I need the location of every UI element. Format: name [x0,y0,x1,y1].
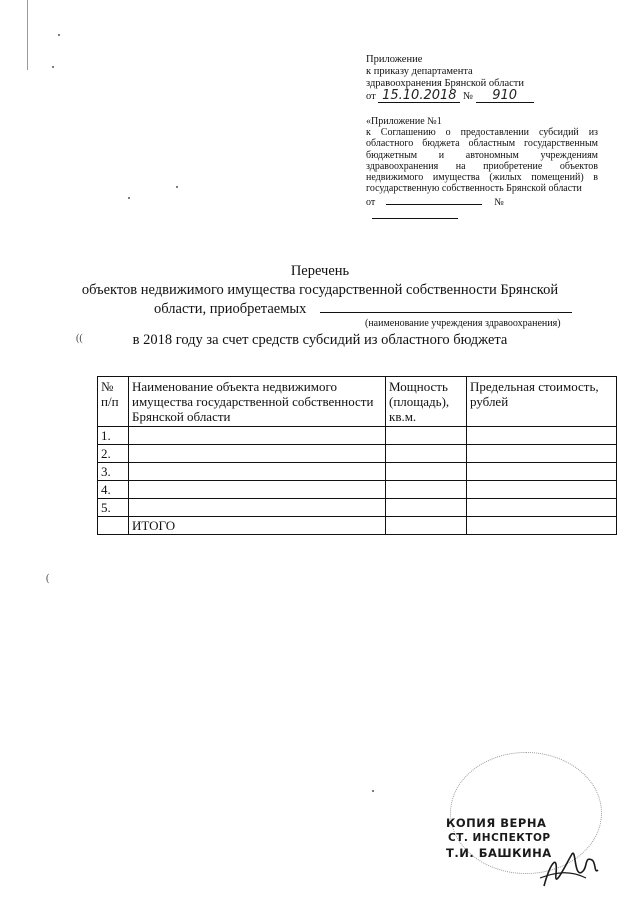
column-header-max-cost: Предельная стоимость, рублей [467,377,617,427]
scan-speck [58,34,60,36]
table-cell [129,463,386,481]
scan-edge-line [27,0,28,70]
date-prefix: от [366,91,376,102]
table-header-row [98,377,617,427]
date-prefix: от [366,197,376,209]
title-line-with-blank [154,300,572,318]
row-number: 5. [98,499,129,517]
attachment-line: Приложение [366,54,423,65]
table-cell [129,499,386,517]
date-blank-line [386,195,482,205]
total-label: ИТОГО [129,517,386,535]
number-blank-line [372,209,458,219]
order-number-handwritten: 910 [476,90,534,103]
agreement-line: здравоохранения на приобретение объектов [366,160,598,172]
scan-bracket-mark: (( [76,333,83,344]
order-date-handwritten: 15.10.2018 [378,90,460,103]
property-list-table [97,376,617,535]
table-cell [386,445,467,463]
table-cell [386,481,467,499]
table-cell [467,517,617,535]
title-line: объектов недвижимого имущества государственной собственности Брянской [81,282,559,298]
table-cell [386,517,467,535]
table-total-row [98,517,617,535]
table-cell [386,463,467,481]
scan-speck [372,790,374,792]
agreement-line: к Соглашению о предоставлении субсидий из [366,127,598,139]
table-row [98,481,617,499]
agreement-attachment-block [366,116,598,222]
table-cell [129,427,386,445]
stamp-line: КОПИЯ ВЕРНА [446,816,547,830]
table-cell [467,445,617,463]
table-cell [467,463,617,481]
institution-blank-line [320,300,572,313]
number-prefix: № [494,197,504,209]
stamp-line: СТ. ИНСПЕКТОР [448,832,551,844]
institution-caption: (наименование учреждения здравоохранения) [365,318,561,329]
scan-speck [52,66,54,68]
table-row [98,499,617,517]
column-header-capacity: Мощность (площадь), кв.м. [386,377,467,427]
table-cell [467,499,617,517]
number-prefix: № [462,91,473,102]
agreement-line: «Приложение №1 [366,116,442,127]
stamp-line: Т.И. БАШКИНА [446,846,552,860]
table-row [98,445,617,463]
row-number: 3. [98,463,129,481]
table-cell [386,499,467,517]
table-cell [467,427,617,445]
table-cell [467,481,617,499]
table-row [98,463,617,481]
agreement-date-row [366,195,598,221]
column-header-object-name: Наименование объекта недвижимого имущества государственной собственности Брянской области [129,377,386,427]
row-number: 4. [98,481,129,499]
row-number: 1. [98,427,129,445]
document-title: Перечень [290,263,350,279]
agreement-line: областного бюджета областным государственным [366,138,598,150]
agreement-line: недвижимого имущества (жилых помещений) в [366,172,598,184]
table-cell [129,481,386,499]
table-row [98,427,617,445]
title-line: области, приобретаемых [154,301,307,317]
scan-bracket-mark: ( [46,573,50,584]
attachment-line: здравоохранения Брянской области [366,78,525,89]
attachment-block [366,54,534,103]
scan-speck [176,186,178,188]
row-number: 2. [98,445,129,463]
agreement-line: бюджетным и автономным учреждениям [366,149,598,161]
attachment-date-row [366,90,534,103]
attachment-line: к приказу департамента [366,66,473,77]
table-cell [386,427,467,445]
title-line: в 2018 году за счет средств субсидий из областного бюджета [132,332,508,348]
table-cell [129,445,386,463]
scan-speck [128,197,130,199]
handwritten-signature [536,834,600,894]
agreement-line: государственную собственность Брянской области [366,183,582,195]
column-header-number: № п/п [98,377,129,427]
table-cell [98,517,129,535]
